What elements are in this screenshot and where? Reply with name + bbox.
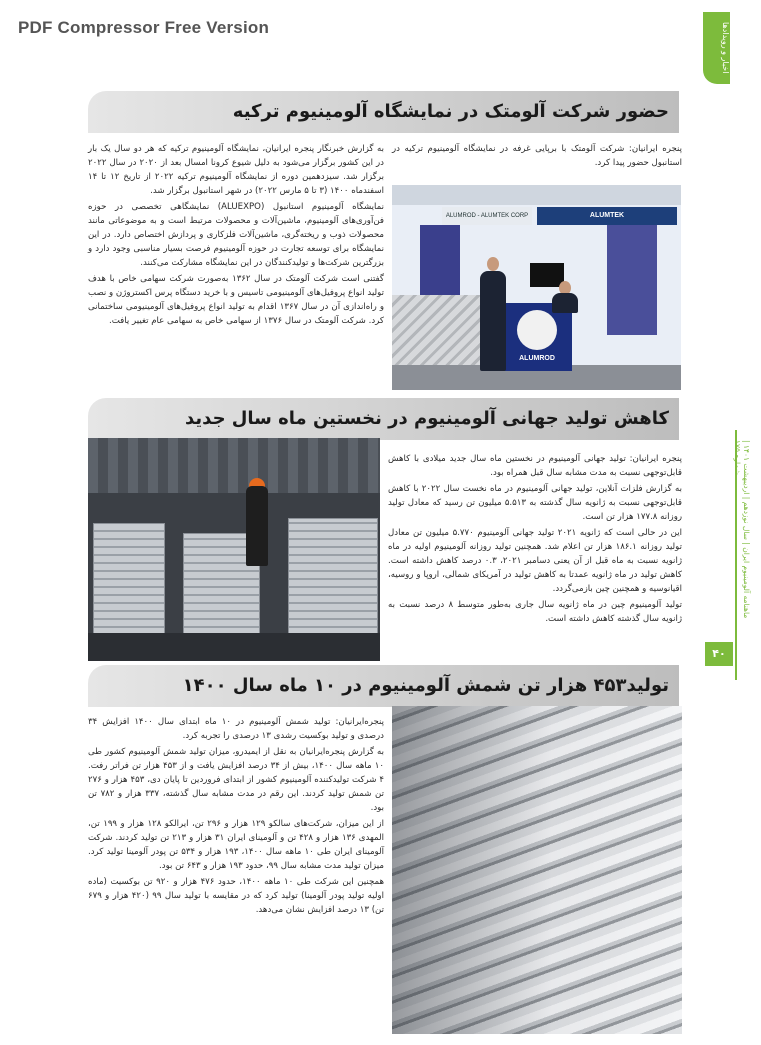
article-2-paragraph: پنجره ایرانیان: تولید جهانی آلومینیوم در نخستین ماه سال جدید میلادی با کاهش قابل‌توجهی نسبت به مدت مشابه سال قبل همراه بود. xyxy=(388,454,682,478)
person-figure xyxy=(552,293,578,313)
section-tab-label: اخبار و رویدادها xyxy=(721,22,730,74)
booth-poster xyxy=(607,225,657,335)
article-2-body xyxy=(388,452,682,628)
aluminium-plant-photo xyxy=(88,438,380,661)
booth-banner-left: ALUMROD - ALUMTEK CORP xyxy=(442,207,532,225)
article-1-paragraph: به گزارش خبرنگار پنجره ایرانیان، نمایشگاه آلومینیوم ترکیه که هر دو سال یک بار در این کشور برگزار می‌شود به دلیل شیوع کرونا امسال بعد از ۲۰۲۰ در سال ۲۰۲۲ برگزار شد. سیزدهمین دوره از نمایشگاه آلومینیوم ترکیه ۲۰۲۲ از تاریخ ۱۲ تا ۱۴ اسفندماه ۱۴۰۰ (۳ تا ۵ مارس ۲۰۲۲) در شهر استانبول برگزار شد. xyxy=(88,144,384,196)
desk-label: ALUMROD xyxy=(519,355,555,362)
plant-roof xyxy=(88,438,380,493)
plant-floor xyxy=(88,633,380,661)
page-number: ۴۰ xyxy=(705,642,733,666)
article-3-paragraph: به گزارش پنجره‌ایرانیان به نقل از ایمیدرو، میزان تولید شمش آلومینیوم کشور طی ۱۰ ماهه سال ۱۴۰۰، بیش از ۳۴ درصد افزایش یافت و از ۴۵۳ هزار تن فراتر رفت. ۴ شرکت تولیدکننده آلومینیوم کشور از ابتدای فروردین تا پایان دی، ۴۵۳ هزار و ۲۷۶ تن شمش تولید کردند. این رقم در مدت مشابه سال گذشته، ۳۳۷ هزار و ۷۸۲ تن بود. xyxy=(88,747,384,813)
article-2-paragraph: این در حالی است که ژانویه ۲۰۲۱ تولید جهانی آلومینیوم ۵.۷۷۰ میلیون تن معادل تولید روزانه ۱۸۶.۱ هزار تن اعلام شد. همچنین تولید روزانه آلومینیوم اولیه در ماه ژانویه نسبت به ماه قبل از آن یعنی دسامبر ۲۰۲۱، ۰.۳ درصد کاهش داشته است. کاهش تولید در ماه ژانویه عمدتا به کاهش تولید در آمریکای شمالی، اروپا و روسیه، اقیانوسیه و همچنین چین بازمی‌گردد. xyxy=(388,528,683,594)
article-3-paragraph: از این میزان، شرکت‌های سالکو ۱۲۹ هزار و ۲۹۶ تن، ایرالکو ۱۲۸ هزار و ۱۹۹ تن، المهدی ۱۳۶ هزار و ۴۲۸ تن و آلومینای ایران ۳۱ هزار و ۲۱۳ تن تولید کردند. شرکت آلومینای ایران طی ۱۰ ماهه سال ۱۴۰۰، ۱۹۳ هزار و ۵۳۴ تن پودر آلومینا تولید کرد. میزان تولید مدت مشابه سال ۹۹، حدود ۱۹۳ هزار و ۶۴۳ تن بود. xyxy=(88,819,385,871)
article-2-paragraph: تولید آلومینیوم چین در ماه ژانویه سال جاری به‌طور متوسط ۸ درصد نسبت به ژانویه سال گذشته کاهش داشته است. xyxy=(388,600,682,624)
company-logo-icon xyxy=(517,310,557,350)
article-1-paragraph: پنجره ایرانیان: شرکت آلومتک با برپایی غرفه در نمایشگاه آلومینیوم ترکیه در استانبول حضور پیدا کرد. xyxy=(392,144,682,168)
person-head xyxy=(487,257,499,271)
booth-banner-right: ALUMTEK xyxy=(537,207,677,225)
article-1-lead xyxy=(392,142,682,172)
article-3-paragraph: پنجره‌ایرانیان: تولید شمش آلومینیوم در ۱۰ ماه ابتدای سال ۱۴۰۰ افزایش ۳۴ درصدی و تولید بوکسیت رشدی ۱۳ درصدی را تجربه کرد. xyxy=(88,717,384,741)
worker-figure xyxy=(246,486,268,566)
aluminium-ingots-photo xyxy=(392,706,682,1034)
ingot-stack xyxy=(93,523,165,635)
article-1-body xyxy=(88,142,384,330)
article-1-paragraph: گفتنی است شرکت آلومتک در سال ۱۳۶۲ به‌صورت شرکت سهامی خاص با هدف تولید انواع پروفیل‌های آلومینیومی تاسیس و با خرید دستگاه پرس اکستروژن و نصب و راه‌اندازی آن در سال ۱۳۶۷ اقدام به تولید انواع پروفیل‌های آلومینیومی ساختمانی کرد. شرکت آلومتک در سال ۱۳۷۶ از سهامی خاص به سهامی عام تغییر یافت. xyxy=(88,274,384,326)
watermark-text: PDF Compressor Free Version xyxy=(18,18,270,37)
article-2-headline: کاهش تولید جهانی آلومینیوم در نخستین ماه سال جدید xyxy=(88,398,679,440)
article-2-paragraph: به گزارش فلزات آنلاین، تولید جهانی آلومینیوم در ماه نخست سال ۲۰۲۲ با کاهش قابل‌توجهی نسبت به ژانویه سال گذشته به ۵.۵۱۳ میلیون تن رسید که معادل تولید روزانه ۱۷۷.۸ هزار تن است. xyxy=(388,484,683,522)
article-1-headline: حضور شرکت آلومتک در نمایشگاه آلومینیوم ترکیه xyxy=(88,91,679,133)
expo-booth-photo xyxy=(392,185,681,390)
article-3-body xyxy=(88,715,384,919)
article-3-headline: تولید۴۵۳ هزار تن شمش آلومینیوم در ۱۰ ماه سال ۱۴۰۰ xyxy=(88,665,679,707)
section-tab xyxy=(703,12,730,84)
ingot-stack xyxy=(288,518,378,635)
article-1-paragraph: نمایشگاه آلومینیوم استانبول (ALUEXPO) نمایشگاهی تخصصی در حوزه فن‌آوری‌های آلومینیوم، ماشین‌آلات و محصولات مرتبط است و به موضوعاتی مانند محصولات ذوب و ریخته‌گری، ماشین‌آلات فلزکاری و پردازش اختصاص دارد. در این نمایشگاه برای توسعه تجارت در حوزه آلومینیوم فرصت بسیار مناسبی وجود دارد و بزرگترین شرکت‌ها و تولیدکنندگان در این نمایشگاه مشارکت می‌کنند. xyxy=(88,202,384,268)
person-figure xyxy=(480,271,506,371)
photo-shading xyxy=(392,706,682,1034)
issue-info: ماهنامه آلومینیوم ایران | سال نوزدهم | اردیبهشت ۱۴۰۱ | شماره ۱۷۵ xyxy=(733,440,751,619)
booth-ceiling xyxy=(392,185,681,205)
article-3-paragraph: همچنین این شرکت طی ۱۰ ماهه ۱۴۰۰، حدود ۴۷۶ هزار و ۹۲۰ تن بوکسیت (ماده اولیه تولید پودر آلومینا) تولید کرد که در مقایسه با تولید سال ۹۹ (۴۲۰ هزار و ۶۷۹ تن) ۱۳ درصد افزایش نشان می‌دهد. xyxy=(88,877,384,915)
